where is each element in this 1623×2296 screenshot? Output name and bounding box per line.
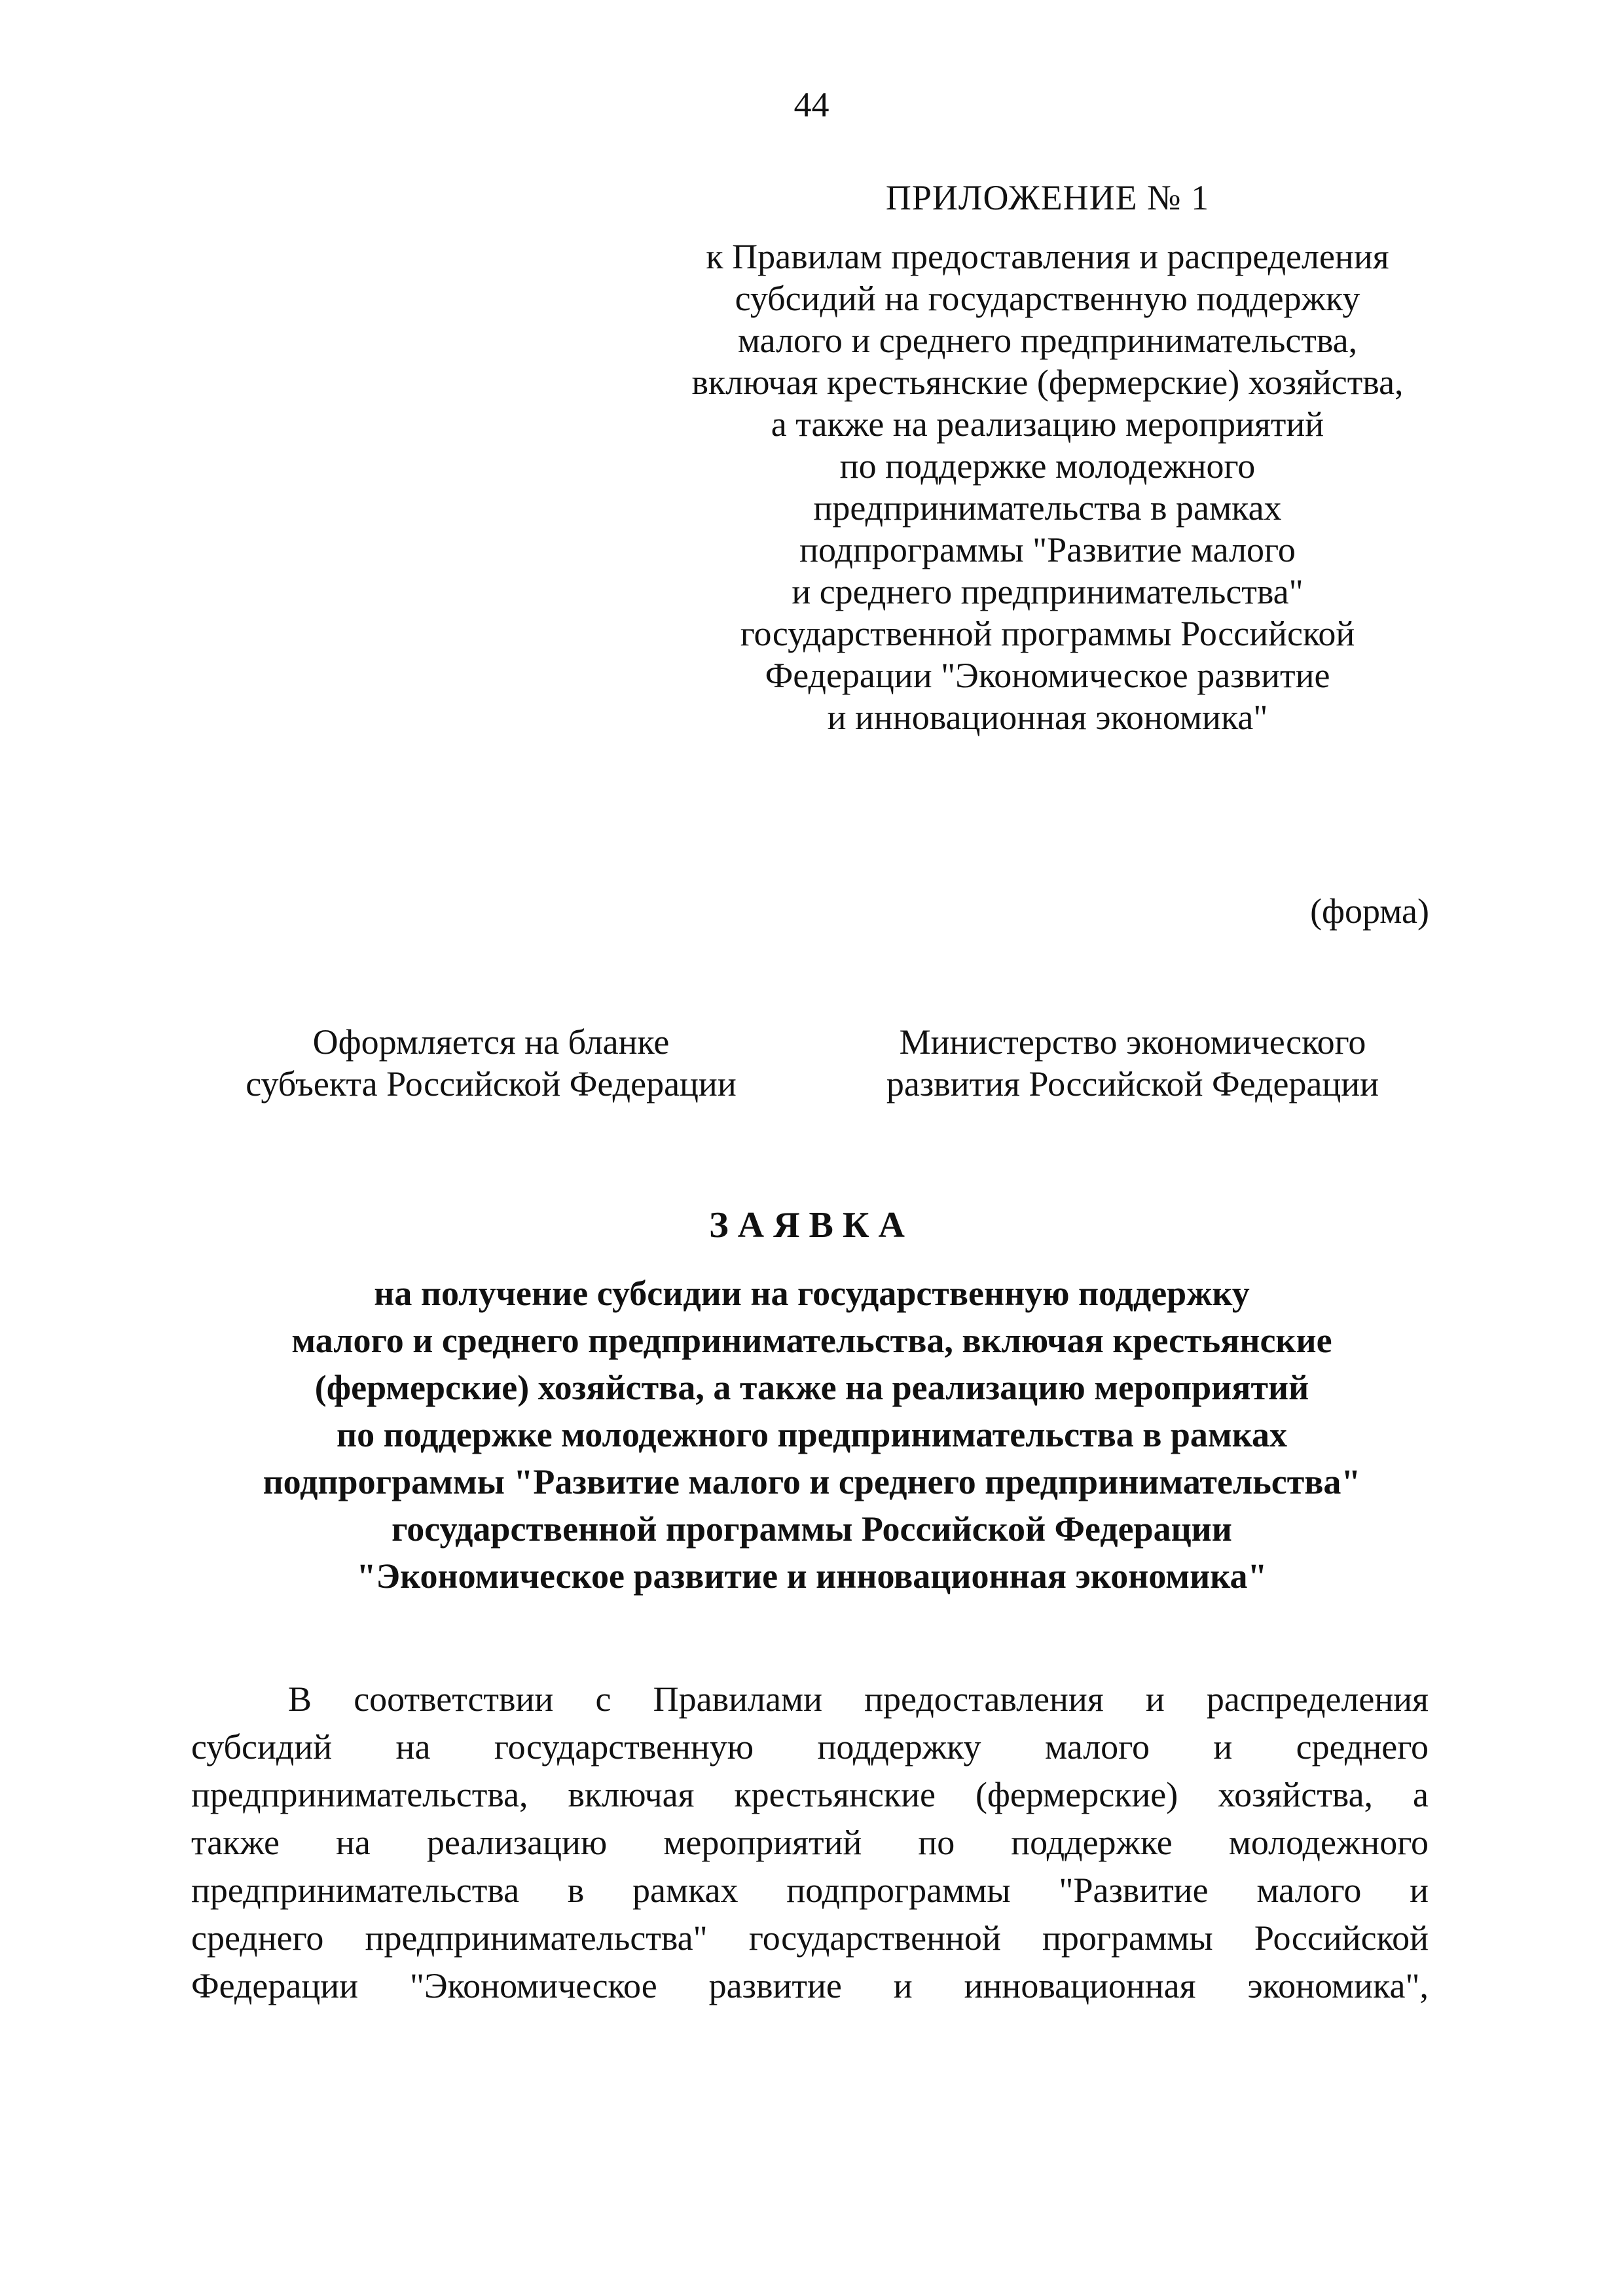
page-number: 44 (793, 85, 830, 124)
recipient-line: Министерство экономического (899, 1022, 1366, 1062)
body-paragraph (191, 1676, 1429, 2010)
appendix-line: субсидий на государственную поддержку (735, 279, 1360, 318)
form-mark: (форма) (1310, 891, 1429, 931)
recipient-line: развития Российской Федерации (886, 1064, 1379, 1103)
sender-note-line: Оформляется на бланке (312, 1022, 670, 1062)
sender-note-line: субъекта Российской Федерации (246, 1064, 737, 1103)
subtitle-line: государственной программы Российской Федерации (392, 1509, 1232, 1549)
subtitle-line: по поддержке молодежного предпринимательства в рамках (336, 1415, 1287, 1454)
appendix-line: и среднего предпринимательства" (792, 572, 1304, 611)
appendix-header (642, 177, 1453, 738)
appendix-line: Федерации "Экономическое развитие (765, 656, 1330, 695)
document-title: ЗАЯВКА (709, 1205, 914, 1246)
appendix-line: малого и среднего предпринимательства, (737, 321, 1358, 360)
subtitle-line: (фермерские) хозяйства, а также на реализацию мероприятий (314, 1368, 1309, 1407)
appendix-line: предпринимательства в рамках (813, 488, 1282, 528)
appendix-title: ПРИЛОЖЕНИЕ № 1 (885, 178, 1210, 217)
appendix-line: а также на реализацию мероприятий (771, 404, 1324, 444)
body-line: также на реализацию мероприятий по поддержке молодежного (191, 1823, 1429, 1862)
body-line: среднего предпринимательства" государственной программы Российской (191, 1918, 1429, 1958)
body-line: Федерации "Экономическое развитие и инновационная экономика", (191, 1966, 1429, 2005)
subtitle-line: подпрограммы "Развитие малого и среднего предпринимательства" (263, 1462, 1361, 1501)
appendix-line: к Правилам предоставления и распределения (706, 237, 1389, 276)
appendix-line: государственной программы Российской (740, 614, 1355, 653)
recipient (838, 1021, 1427, 1105)
sender-note (196, 1021, 786, 1105)
appendix-line: подпрограммы "Развитие малого (799, 530, 1296, 569)
subtitle-line: малого и среднего предпринимательства, включая крестьянские (291, 1321, 1332, 1360)
appendix-line: по поддержке молодежного (839, 446, 1256, 486)
body-line: предпринимательства, включая крестьянские (фермерские) хозяйства, а (191, 1775, 1429, 1814)
subtitle-line: "Экономическое развитие и инновационная экономика" (356, 1556, 1267, 1596)
body-line: В соответствии с Правилами предоставления и распределения (288, 1679, 1429, 1719)
appendix-line: включая крестьянские (фермерские) хозяйства, (691, 363, 1404, 402)
subtitle-line: на получение субсидии на государственную поддержку (374, 1274, 1250, 1313)
body-line: предпринимательства в рамках подпрограммы "Развитие малого и (191, 1871, 1429, 1910)
appendix-line: и инновационная экономика" (827, 698, 1268, 737)
document-subtitle (183, 1270, 1440, 1600)
body-line: субсидий на государственную поддержку малого и среднего (191, 1727, 1429, 1767)
